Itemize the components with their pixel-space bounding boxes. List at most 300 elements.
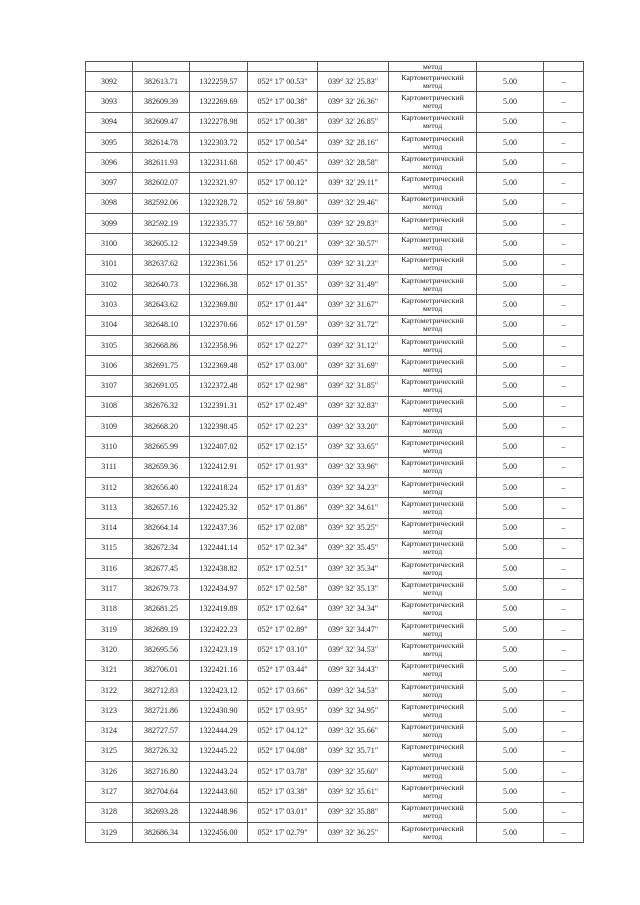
table-row xyxy=(86,112,584,132)
method-cell xyxy=(389,315,477,335)
latitude-cell: 052° 17' 03.00" xyxy=(248,356,318,376)
longitude-cell: 039° 32' 36.25" xyxy=(318,822,389,842)
extra-cell: – xyxy=(544,721,584,741)
point-number-cell: 3108 xyxy=(86,396,133,416)
table-row xyxy=(86,762,584,782)
latitude-cell: 052° 16' 59.80" xyxy=(248,214,318,234)
y-coordinate-cell: 1322335.77 xyxy=(190,214,248,234)
accuracy-cell: 5.00 xyxy=(477,660,544,680)
point-number-cell: 3096 xyxy=(86,153,133,173)
y-coordinate-cell: 1322419.89 xyxy=(190,599,248,619)
method-cell xyxy=(389,498,477,518)
method-continuation-cell: метод xyxy=(389,62,477,72)
accuracy-cell: 5.00 xyxy=(477,295,544,315)
x-coordinate-cell: 382640.73 xyxy=(133,274,190,294)
table-row xyxy=(86,498,584,518)
table-body xyxy=(86,62,584,843)
method-line-1: Картометрический xyxy=(401,377,464,387)
y-coordinate-cell: 1322269.69 xyxy=(190,92,248,112)
method-line-1: Картометрический xyxy=(401,478,464,488)
x-coordinate-cell: 382677.45 xyxy=(133,559,190,579)
accuracy-cell: 5.00 xyxy=(477,640,544,660)
method-line-2: метод xyxy=(422,628,443,638)
method-line-2: метод xyxy=(422,100,443,110)
method-line-1: Картометрический xyxy=(401,803,464,813)
accuracy-cell: 5.00 xyxy=(477,112,544,132)
extra-cell: – xyxy=(544,620,584,640)
table-row xyxy=(86,92,584,112)
longitude-cell: 039° 32' 31.49" xyxy=(318,274,389,294)
y-coordinate-cell: 1322434.97 xyxy=(190,579,248,599)
method-line-2: метод xyxy=(422,750,443,760)
y-coordinate-cell: 1322441.14 xyxy=(190,538,248,558)
extra-cell: – xyxy=(544,802,584,822)
method-cell xyxy=(389,417,477,437)
x-coordinate-cell: 382679.73 xyxy=(133,579,190,599)
y-coordinate-cell: 1322398.45 xyxy=(190,417,248,437)
point-number-cell: 3104 xyxy=(86,315,133,335)
method-line-1: Картометрический xyxy=(401,153,464,163)
method-cell xyxy=(389,477,477,497)
latitude-cell: 052° 17' 01.44" xyxy=(248,295,318,315)
latitude-cell: 052° 17' 00.38" xyxy=(248,92,318,112)
point-number-cell: 3095 xyxy=(86,132,133,152)
extra-cell: – xyxy=(544,335,584,355)
method-line-1: Картометрический xyxy=(401,823,464,833)
accuracy-cell: 5.00 xyxy=(477,680,544,700)
method-line-1: Картометрический xyxy=(401,783,464,793)
method-line-1: Картометрический xyxy=(401,214,464,224)
point-number-cell: 3117 xyxy=(86,579,133,599)
x-coordinate-cell: 382643.62 xyxy=(133,295,190,315)
x-coordinate-cell: 382668.20 xyxy=(133,417,190,437)
latitude-cell: 052° 17' 02.79" xyxy=(248,822,318,842)
table-row xyxy=(86,214,584,234)
longitude-cell: 039° 32' 32.83" xyxy=(318,396,389,416)
method-line-1: Картометрический xyxy=(401,762,464,772)
extra-cell: – xyxy=(544,274,584,294)
method-cell xyxy=(389,802,477,822)
latitude-cell: 052° 17' 01.83" xyxy=(248,477,318,497)
table-row xyxy=(86,741,584,761)
accuracy-cell: 5.00 xyxy=(477,477,544,497)
table-row xyxy=(86,680,584,700)
method-line-2: метод xyxy=(422,364,443,374)
y-coordinate-cell: 1322438.82 xyxy=(190,559,248,579)
point-number-cell: 3100 xyxy=(86,234,133,254)
method-cell xyxy=(389,518,477,538)
table-row xyxy=(86,193,584,213)
accuracy-cell: 5.00 xyxy=(477,417,544,437)
y-coordinate-cell: 1322372.48 xyxy=(190,376,248,396)
point-number-cell: 3094 xyxy=(86,112,133,132)
accuracy-cell: 5.00 xyxy=(477,396,544,416)
point-number-cell: 3113 xyxy=(86,498,133,518)
method-line-1: Картометрический xyxy=(401,640,464,650)
accuracy-cell: 5.00 xyxy=(477,214,544,234)
method-line-1: Картометрический xyxy=(401,133,464,143)
y-coordinate-cell: 1322366.38 xyxy=(190,274,248,294)
x-coordinate-cell: 382695.56 xyxy=(133,640,190,660)
point-number-cell: 3101 xyxy=(86,254,133,274)
method-line-1: Картометрический xyxy=(401,559,464,569)
table-row xyxy=(86,437,584,457)
accuracy-cell: 5.00 xyxy=(477,437,544,457)
method-line-1: Картометрический xyxy=(401,113,464,123)
y-coordinate-cell: 1322456.00 xyxy=(190,822,248,842)
extra-cell: – xyxy=(544,396,584,416)
longitude-cell: 039° 32' 31.67" xyxy=(318,295,389,315)
latitude-cell: 052° 17' 04.12" xyxy=(248,721,318,741)
y-coordinate-cell: 1322443.60 xyxy=(190,782,248,802)
y-coordinate-cell: 1322358.96 xyxy=(190,335,248,355)
method-line-1: Картометрический xyxy=(401,498,464,508)
y-coordinate-cell: 1322278.98 xyxy=(190,112,248,132)
method-cell xyxy=(389,660,477,680)
x-coordinate-cell: 382656.40 xyxy=(133,477,190,497)
extra-cell: – xyxy=(544,741,584,761)
accuracy-cell: 5.00 xyxy=(477,701,544,721)
method-cell xyxy=(389,153,477,173)
point-number-cell: 3112 xyxy=(86,477,133,497)
table-row xyxy=(86,701,584,721)
method-cell xyxy=(389,396,477,416)
x-coordinate-cell: 382716.80 xyxy=(133,762,190,782)
longitude-cell: 039° 32' 31.23" xyxy=(318,254,389,274)
latitude-cell: 052° 17' 02.23" xyxy=(248,417,318,437)
method-cell xyxy=(389,335,477,355)
method-line-2: метод xyxy=(422,425,443,435)
point-number-cell: 3107 xyxy=(86,376,133,396)
longitude-cell: 039° 32' 33.20" xyxy=(318,417,389,437)
coordinates-table xyxy=(85,61,584,843)
y-coordinate-cell: 1322422.23 xyxy=(190,620,248,640)
longitude-cell: 039° 32' 30.57" xyxy=(318,234,389,254)
method-line-1: Картометрический xyxy=(401,356,464,366)
latitude-cell: 052° 17' 01.25" xyxy=(248,254,318,274)
method-line-1: Картометрический xyxy=(401,417,464,427)
method-cell xyxy=(389,559,477,579)
x-coordinate-cell: 382648.10 xyxy=(133,315,190,335)
method-line-2: метод xyxy=(422,588,443,598)
latitude-cell: 052° 17' 04.08" xyxy=(248,741,318,761)
latitude-cell: 052° 17' 00.53" xyxy=(248,72,318,92)
extra-cell: – xyxy=(544,254,584,274)
accuracy-cell: 5.00 xyxy=(477,762,544,782)
method-line-2: метод xyxy=(422,486,443,496)
latitude-cell: 052° 17' 03.78" xyxy=(248,762,318,782)
table-row xyxy=(86,518,584,538)
point-number-cell: 3093 xyxy=(86,92,133,112)
longitude-cell: 039° 32' 34.95" xyxy=(318,701,389,721)
method-cell xyxy=(389,214,477,234)
x-coordinate-cell: 382609.47 xyxy=(133,112,190,132)
longitude-cell: 039° 32' 35.61" xyxy=(318,782,389,802)
method-cell xyxy=(389,640,477,660)
y-coordinate-cell: 1322361.56 xyxy=(190,254,248,274)
method-line-2: метод xyxy=(422,283,443,293)
longitude-cell: 039° 32' 35.71" xyxy=(318,741,389,761)
x-coordinate-cell: 382665.99 xyxy=(133,437,190,457)
method-cell xyxy=(389,295,477,315)
method-line-1: Картометрический xyxy=(401,620,464,630)
method-line-1: Картометрический xyxy=(401,316,464,326)
latitude-cell: 052° 16' 59.80" xyxy=(248,193,318,213)
x-coordinate-cell: 382613.71 xyxy=(133,72,190,92)
method-line-2: метод xyxy=(422,527,443,537)
extra-cell: – xyxy=(544,680,584,700)
method-cell xyxy=(389,437,477,457)
method-line-2: метод xyxy=(422,141,443,151)
method-cell xyxy=(389,741,477,761)
method-line-2: метод xyxy=(422,608,443,618)
accuracy-cell: 5.00 xyxy=(477,193,544,213)
point-number-cell: 3106 xyxy=(86,356,133,376)
accuracy-cell: 5.00 xyxy=(477,234,544,254)
method-cell xyxy=(389,620,477,640)
extra-cell: – xyxy=(544,437,584,457)
x-coordinate-cell: 382668.86 xyxy=(133,335,190,355)
accuracy-cell: 5.00 xyxy=(477,579,544,599)
extra-cell: – xyxy=(544,579,584,599)
extra-cell: – xyxy=(544,518,584,538)
extra-cell: – xyxy=(544,234,584,254)
point-number-cell: 3102 xyxy=(86,274,133,294)
method-line-1: Картометрический xyxy=(401,701,464,711)
method-line-2: метод xyxy=(422,547,443,557)
point-number-cell: 3114 xyxy=(86,518,133,538)
y-coordinate-cell: 1322448.96 xyxy=(190,802,248,822)
table-row xyxy=(86,173,584,193)
y-coordinate-cell: 1322443.24 xyxy=(190,762,248,782)
method-line-2: метод xyxy=(422,161,443,171)
table-row xyxy=(86,72,584,92)
x-coordinate-cell: 382664.14 xyxy=(133,518,190,538)
method-line-2: метод xyxy=(422,567,443,577)
extra-cell: – xyxy=(544,72,584,92)
latitude-cell: 052° 17' 00.12" xyxy=(248,173,318,193)
continuation-row xyxy=(86,62,584,72)
extra-cell: – xyxy=(544,193,584,213)
table-row xyxy=(86,822,584,842)
method-cell xyxy=(389,822,477,842)
longitude-cell: 039° 32' 34.23" xyxy=(318,477,389,497)
extra-cell: – xyxy=(544,153,584,173)
extra-cell: – xyxy=(544,660,584,680)
longitude-cell: 039° 32' 25.83" xyxy=(318,72,389,92)
latitude-cell: 052° 17' 03.01" xyxy=(248,802,318,822)
table-row xyxy=(86,376,584,396)
method-line-1: Картометрический xyxy=(401,437,464,447)
longitude-cell: 039° 32' 35.34" xyxy=(318,559,389,579)
extra-cell: – xyxy=(544,782,584,802)
point-number-cell: 3129 xyxy=(86,822,133,842)
y-coordinate-cell: 1322370.66 xyxy=(190,315,248,335)
x-coordinate-cell: 382689.19 xyxy=(133,620,190,640)
y-coordinate-cell: 1322425.32 xyxy=(190,498,248,518)
method-line-1: Картометрический xyxy=(401,580,464,590)
longitude-cell: 039° 32' 35.66" xyxy=(318,721,389,741)
method-line-2: метод xyxy=(422,811,443,821)
point-number-cell: 3123 xyxy=(86,701,133,721)
method-cell xyxy=(389,599,477,619)
latitude-cell: 052° 17' 01.86" xyxy=(248,498,318,518)
table-row xyxy=(86,640,584,660)
method-line-2: метод xyxy=(422,730,443,740)
x-coordinate-cell: 382681.25 xyxy=(133,599,190,619)
method-line-2: метод xyxy=(422,222,443,232)
method-line-2: метод xyxy=(422,80,443,90)
table-row xyxy=(86,721,584,741)
point-number-cell: 3111 xyxy=(86,457,133,477)
table-row xyxy=(86,579,584,599)
method-line-2: метод xyxy=(422,385,443,395)
method-line-1: Картометрический xyxy=(401,539,464,549)
point-number-cell: 3128 xyxy=(86,802,133,822)
accuracy-cell: 5.00 xyxy=(477,92,544,112)
method-line-2: метод xyxy=(422,344,443,354)
point-number-cell: 3110 xyxy=(86,437,133,457)
extra-cell: – xyxy=(544,376,584,396)
method-cell xyxy=(389,193,477,213)
table-row xyxy=(86,153,584,173)
table-row xyxy=(86,538,584,558)
method-line-1: Картометрический xyxy=(401,295,464,305)
x-coordinate-cell: 382704.64 xyxy=(133,782,190,802)
extra-cell: – xyxy=(544,762,584,782)
longitude-cell: 039° 32' 34.47" xyxy=(318,620,389,640)
table-row xyxy=(86,782,584,802)
method-line-1: Картометрический xyxy=(401,722,464,732)
extra-cell: – xyxy=(544,315,584,335)
latitude-cell: 052° 17' 02.64" xyxy=(248,599,318,619)
method-cell xyxy=(389,701,477,721)
method-cell xyxy=(389,173,477,193)
longitude-cell: 039° 32' 29.83" xyxy=(318,214,389,234)
y-coordinate-cell: 1322407.02 xyxy=(190,437,248,457)
y-coordinate-cell: 1322444.29 xyxy=(190,721,248,741)
point-number-cell: 3118 xyxy=(86,599,133,619)
document-page xyxy=(85,61,583,843)
extra-cell: – xyxy=(544,559,584,579)
extra-cell: – xyxy=(544,599,584,619)
empty-cell xyxy=(318,62,389,72)
y-coordinate-cell: 1322328.72 xyxy=(190,193,248,213)
longitude-cell: 039° 32' 34.53" xyxy=(318,640,389,660)
method-cell xyxy=(389,579,477,599)
method-line-2: метод xyxy=(422,669,443,679)
longitude-cell: 039° 32' 29.11" xyxy=(318,173,389,193)
method-cell xyxy=(389,782,477,802)
x-coordinate-cell: 382676.32 xyxy=(133,396,190,416)
method-line-2: метод xyxy=(422,243,443,253)
accuracy-cell: 5.00 xyxy=(477,254,544,274)
x-coordinate-cell: 382602.07 xyxy=(133,173,190,193)
point-number-cell: 3098 xyxy=(86,193,133,213)
x-coordinate-cell: 382614.78 xyxy=(133,132,190,152)
empty-cell xyxy=(248,62,318,72)
method-cell xyxy=(389,72,477,92)
latitude-cell: 052° 17' 01.59" xyxy=(248,315,318,335)
method-line-1: Картометрический xyxy=(401,397,464,407)
latitude-cell: 052° 17' 03.10" xyxy=(248,640,318,660)
longitude-cell: 039° 32' 34.61" xyxy=(318,498,389,518)
y-coordinate-cell: 1322437.36 xyxy=(190,518,248,538)
y-coordinate-cell: 1322369.80 xyxy=(190,295,248,315)
x-coordinate-cell: 382721.86 xyxy=(133,701,190,721)
accuracy-cell: 5.00 xyxy=(477,376,544,396)
method-line-2: метод xyxy=(422,709,443,719)
table-row xyxy=(86,417,584,437)
y-coordinate-cell: 1322423.19 xyxy=(190,640,248,660)
method-line-1: Картометрический xyxy=(401,275,464,285)
empty-cell xyxy=(190,62,248,72)
method-cell xyxy=(389,680,477,700)
x-coordinate-cell: 382609.39 xyxy=(133,92,190,112)
method-line-1: Картометрический xyxy=(401,681,464,691)
latitude-cell: 052° 17' 03.38" xyxy=(248,782,318,802)
table-row xyxy=(86,620,584,640)
latitude-cell: 052° 17' 03.44" xyxy=(248,660,318,680)
y-coordinate-cell: 1322259.57 xyxy=(190,72,248,92)
empty-cell xyxy=(477,62,544,72)
point-number-cell: 3122 xyxy=(86,680,133,700)
y-coordinate-cell: 1322430.90 xyxy=(190,701,248,721)
accuracy-cell: 5.00 xyxy=(477,335,544,355)
longitude-cell: 039° 32' 33.65" xyxy=(318,437,389,457)
accuracy-cell: 5.00 xyxy=(477,315,544,335)
method-line-2: метод xyxy=(422,445,443,455)
x-coordinate-cell: 382706.01 xyxy=(133,660,190,680)
table-row xyxy=(86,559,584,579)
accuracy-cell: 5.00 xyxy=(477,741,544,761)
longitude-cell: 039° 32' 35.88" xyxy=(318,802,389,822)
method-cell xyxy=(389,92,477,112)
method-line-1: Картометрический xyxy=(401,336,464,346)
point-number-cell: 3126 xyxy=(86,762,133,782)
method-line-1: Картометрический xyxy=(401,174,464,184)
longitude-cell: 039° 32' 31.69" xyxy=(318,356,389,376)
latitude-cell: 052° 17' 00.45" xyxy=(248,153,318,173)
point-number-cell: 3116 xyxy=(86,559,133,579)
accuracy-cell: 5.00 xyxy=(477,356,544,376)
table-row xyxy=(86,660,584,680)
method-cell xyxy=(389,254,477,274)
method-line-2: метод xyxy=(422,405,443,415)
y-coordinate-cell: 1322421.16 xyxy=(190,660,248,680)
x-coordinate-cell: 382712.83 xyxy=(133,680,190,700)
y-coordinate-cell: 1322391.31 xyxy=(190,396,248,416)
method-line-2: метод xyxy=(422,506,443,516)
method-line-2: метод xyxy=(422,466,443,476)
table-row xyxy=(86,254,584,274)
longitude-cell: 039° 32' 34.34" xyxy=(318,599,389,619)
x-coordinate-cell: 382726.32 xyxy=(133,741,190,761)
x-coordinate-cell: 382637.62 xyxy=(133,254,190,274)
point-number-cell: 3125 xyxy=(86,741,133,761)
accuracy-cell: 5.00 xyxy=(477,173,544,193)
accuracy-cell: 5.00 xyxy=(477,132,544,152)
y-coordinate-cell: 1322321.97 xyxy=(190,173,248,193)
longitude-cell: 039° 32' 28.16" xyxy=(318,132,389,152)
latitude-cell: 052° 17' 03.66" xyxy=(248,680,318,700)
method-line-2: метод xyxy=(422,303,443,313)
x-coordinate-cell: 382657.16 xyxy=(133,498,190,518)
latitude-cell: 052° 17' 01.93" xyxy=(248,457,318,477)
extra-cell: – xyxy=(544,295,584,315)
longitude-cell: 039° 32' 31.85" xyxy=(318,376,389,396)
table-row xyxy=(86,457,584,477)
